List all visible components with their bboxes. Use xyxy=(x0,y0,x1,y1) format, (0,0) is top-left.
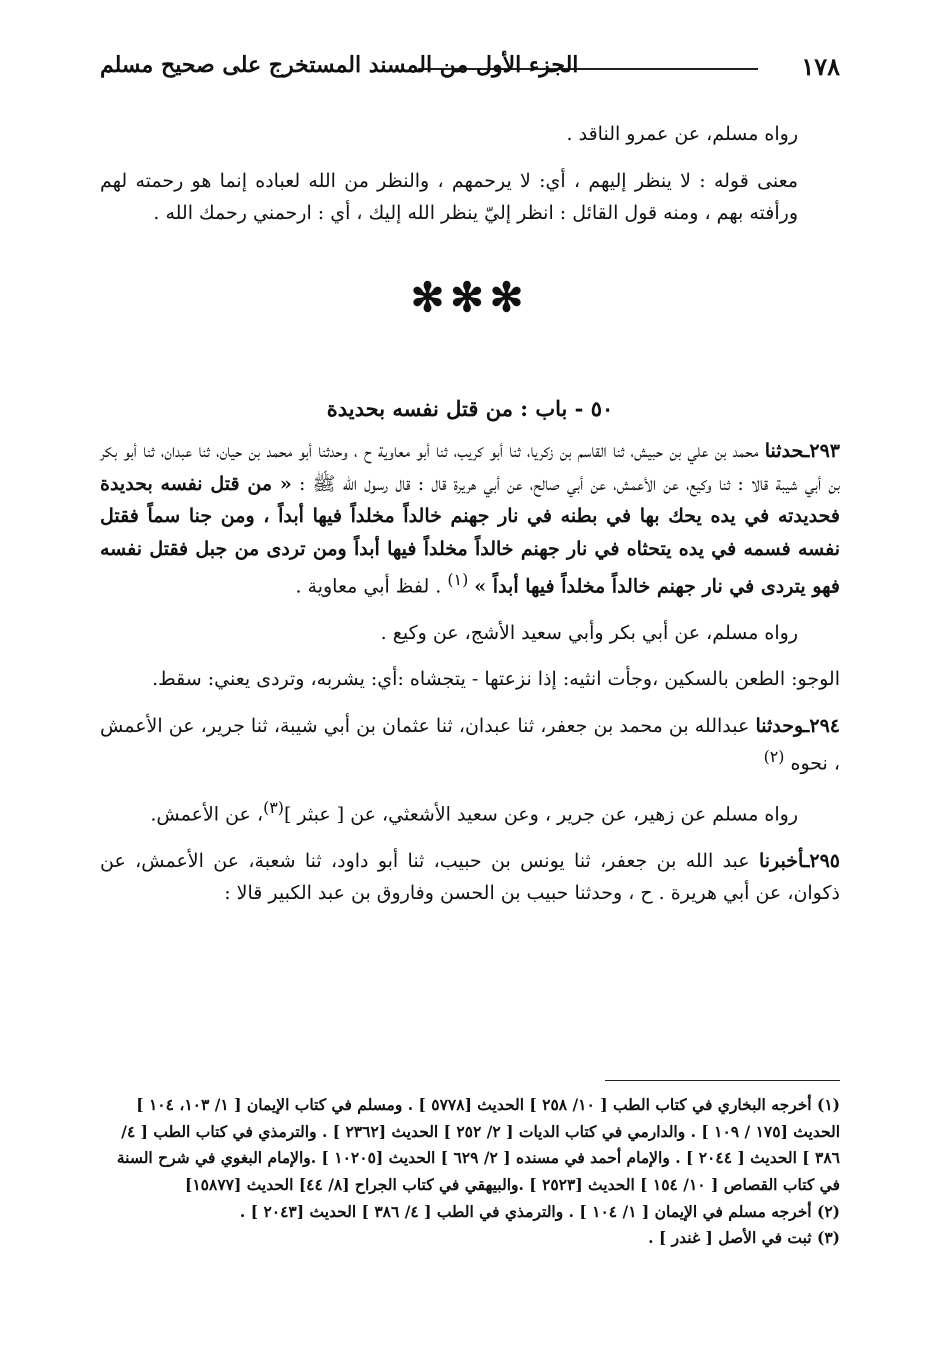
hadith-293 xyxy=(100,435,840,603)
footnote-ref-3: (٣) xyxy=(263,797,284,817)
hadith-293-matn: « من قتل نفسه بحديدة فحديدته في يده يحك بها في بطنه في نار جهنم خالداً مخلداً فيها أبداً ، ومن جنا سماً فقتل نفسه فسمه في يده يتحثاه في نار جهنم خالداً مخلداً فيها أبداً ومن تردى من جبل فقتل نفسه فهو يتردى في نار جهنم خالداً مخلداً فيها أبداً » xyxy=(100,472,840,597)
page-header xyxy=(100,48,840,88)
chapter-heading: ٥٠ - باب : من قتل نفسه بحديدة xyxy=(326,395,614,421)
hadith-number-294: ٢٩٤ـوحدثنا xyxy=(755,714,840,737)
footnote-ref-2: (٢) xyxy=(763,746,785,766)
hadith-294-text: عبدالله بن محمد بن جعفر، ثنا عبدان، ثنا عثمان بن أبي شيبة، ثنا جرير، عن الأعمش ، نحوه xyxy=(100,714,840,774)
rawah-3-tail: ، عن الأعمش. xyxy=(150,802,264,825)
footnote-2: (٢) أخرجه مسلم في الإيمان [ ١/ ١٠٤ ] . والترمذي في الطب [ ٤/ ٣٨٦ ] الحديث [٢٠٤٣ ] . xyxy=(239,1201,840,1221)
footnote-3: (٣) ثبت في الأصل [ غندر ] . xyxy=(648,1228,840,1248)
page-number: ١٧٨ xyxy=(801,52,840,81)
section-divider-stars: ✻✻✻ xyxy=(410,274,530,322)
footnote-ref-1: (١) xyxy=(447,569,469,589)
running-title: الجزء الأول من المسند المستخرج على صحيح مسلم xyxy=(100,52,579,78)
hadith-294 xyxy=(100,710,840,780)
hadith-293-tail: . لفظ أبي معاوية . xyxy=(295,574,442,597)
paragraph-rawah-3 xyxy=(100,794,840,831)
hadith-295-text: عبد الله بن جعفر، ثنا يونس بن حبيب، ثنا أبو داود، ثنا شعبة، عن الأعمش، عن ذكوان، عن أبي هريرة . ح ، وحدثنا حبيب بن الحسن وفاروق بن عبد الكبير قالا : xyxy=(100,849,840,905)
footnotes xyxy=(100,1092,840,1252)
footnote-1: (١) أخرجه البخاري في كتاب الطب [ ١٠/ ٢٥٨ ] الحديث [٥٧٧٨ ] . ومسلم في كتاب الإيمان [ ١/ ١٠٣، ١٠٤ ] الحديث [١٧٥ / ١٠٩ ] . والدارمي في كتاب الديات [ ٢/ ٢٥٢ ] الحديث [٢٣٦٢ ] . والترمذي في كتاب الطب [ ٤/ ٣٨٦ ] الحديث [ ٢٠٤٤ ] . والإمام أحمد في مسنده [ ٢/ ٦٢٩ ] الحديث [١٠٢٠٥ ] .والإمام البغوي في شرح السنة في كتاب القصاص [ ١٠/ ١٥٤ ] الحديث [٢٥٢٣ ] .والبيهقي في كتاب الجراح [٨/ ٤٤] الحديث [١٥٨٧٧] xyxy=(116,1095,840,1194)
hadith-number-295: ٢٩٥ـأخبرنا xyxy=(758,849,841,872)
hadith-293-isnad: محمد بن علي بن حبيش، ثنا القاسم بن زكريا، ثنا أبو كريب، ثنا أبو معاوية ح ، وحدثنا أبو محمد بن حيان، ثنا عبدان، ثنا أبو بكر بن أبي شيبة قالا : ثنا وكيع، عن الأعمش، عن أبي صالح، عن أبي هريرة قال : قال رسول الله ﷺ : xyxy=(100,439,841,495)
footnote-rule xyxy=(605,1080,840,1081)
paragraph-meaning: معنى قوله : لا ينظر إليهم ، أي: لا يرحمهم ، والنظر من الله لعباده إنما هو رحمته لهم ورأفته بهم ، ومنه قول القائل : انظر إليّ ينظر الله إليك ، أي : ارحمني رحمك الله . xyxy=(100,169,798,225)
rawah-3-text: رواه مسلم عن زهير، عن جرير ، وعن سعيد الأشعثي، عن [ عبثر ] xyxy=(283,802,798,825)
hadith-number-293: ٢٩٣ـحدثنا xyxy=(764,439,840,462)
main-text xyxy=(100,118,840,924)
paragraph-rawah-1: رواه مسلم، عن عمرو الناقد . xyxy=(566,123,798,145)
paragraph-rawah-2: رواه مسلم، عن أبي بكر وأبي سعيد الأشج، عن وكيع . xyxy=(380,621,798,644)
hadith-295 xyxy=(100,845,840,910)
paragraph-gloss: الوجو: الطعن بالسكين ،وجأت انثيه: إذا نزعتها - يتجشاه :أي: يشربه، وتردى يعني: سقط. xyxy=(152,668,840,691)
